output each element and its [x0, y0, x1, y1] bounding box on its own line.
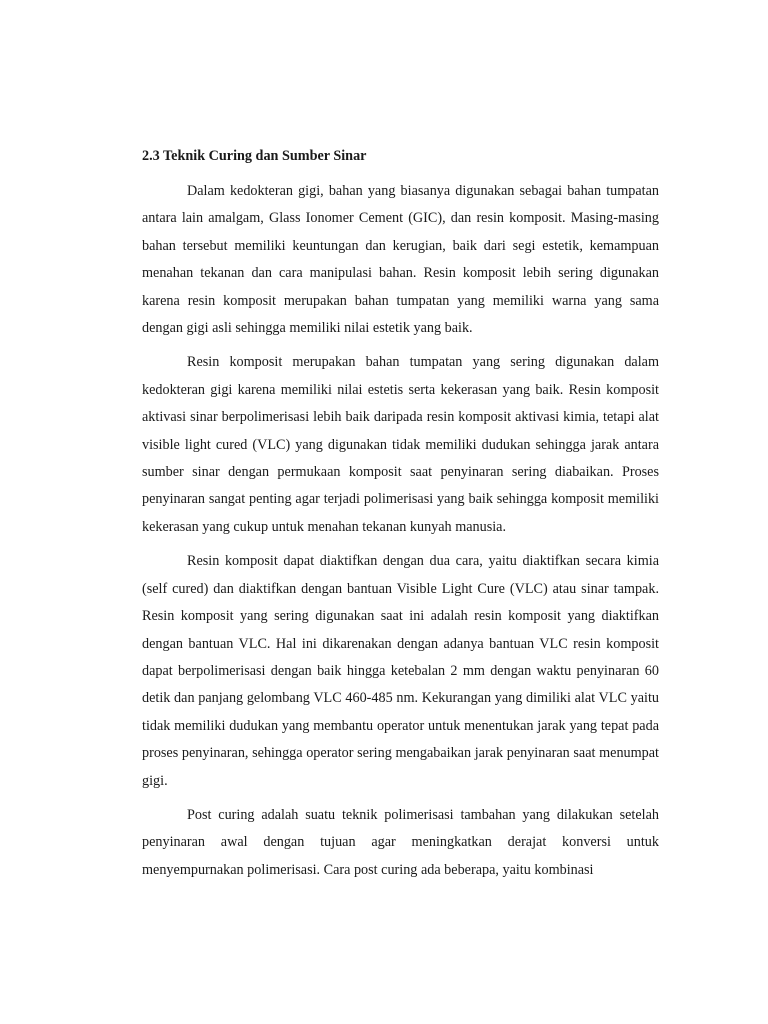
paragraph: Resin komposit merupakan bahan tumpatan yang sering digunakan dalam kedokteran gigi karena memiliki nilai estetis serta kekerasan yang baik. Resin komposit aktivasi sinar berpolimerisasi lebih baik daripada resin komposit aktivasi kimia, tetapi alat visible light cured (VLC) yang digunakan tidak memiliki dudukan sehingga jarak antara sumber sinar dengan permukaan komposit saat penyinaran sering diabaikan. Proses penyinaran sangat penting agar terjadi polimerisasi yang baik sehingga komposit memiliki kekerasan yang cukup untuk menahan tekanan kunyah manusia.	[142, 354, 659, 535]
document-body	[142, 145, 659, 884]
paragraph: Resin komposit dapat diaktifkan dengan dua cara, yaitu diaktifkan secara kimia (self cured) dan diaktifkan dengan bantuan Visible Light Cure (VLC) atau sinar tampak. Resin komposit yang sering digunakan saat ini adalah resin komposit yang diaktifkan dengan bantuan VLC. Hal ini dikarenakan dengan adanya bantuan VLC resin komposit dapat berpolimerisasi dengan baik hingga ketebalan 2 mm dengan waktu penyinaran 60 detik dan panjang gelombang VLC 460-485 nm. Kekurangan yang dimiliki alat VLC yaitu tidak memiliki dudukan yang membantu operator untuk menentukan jarak yang tepat pada proses penyinaran, sehingga operator sering mengabaikan jarak penyinaran saat menumpat gigi.	[142, 553, 659, 789]
paragraph: Post curing adalah suatu teknik polimerisasi tambahan yang dilakukan setelah penyinaran awal dengan tujuan agar meningkatkan derajat konversi untuk menyempurnakan polimerisasi. Cara post curing ada beberapa, yaitu kombinasi	[142, 806, 659, 878]
section-heading: 2.3 Teknik Curing dan Sumber Sinar	[142, 148, 367, 164]
paragraph: Dalam kedokteran gigi, bahan yang biasanya digunakan sebagai bahan tumpatan antara lain amalgam, Glass Ionomer Cement (GIC), dan resin komposit. Masing-masing bahan tersebut memiliki keuntungan dan kerugian, baik dari segi estetik, kemampuan menahan tekanan dan cara manipulasi bahan. Resin komposit lebih sering digunakan karena resin komposit merupakan bahan tumpatan yang memiliki warna yang sama dengan gigi asli sehingga memiliki nilai estetik yang baik.	[142, 183, 659, 337]
